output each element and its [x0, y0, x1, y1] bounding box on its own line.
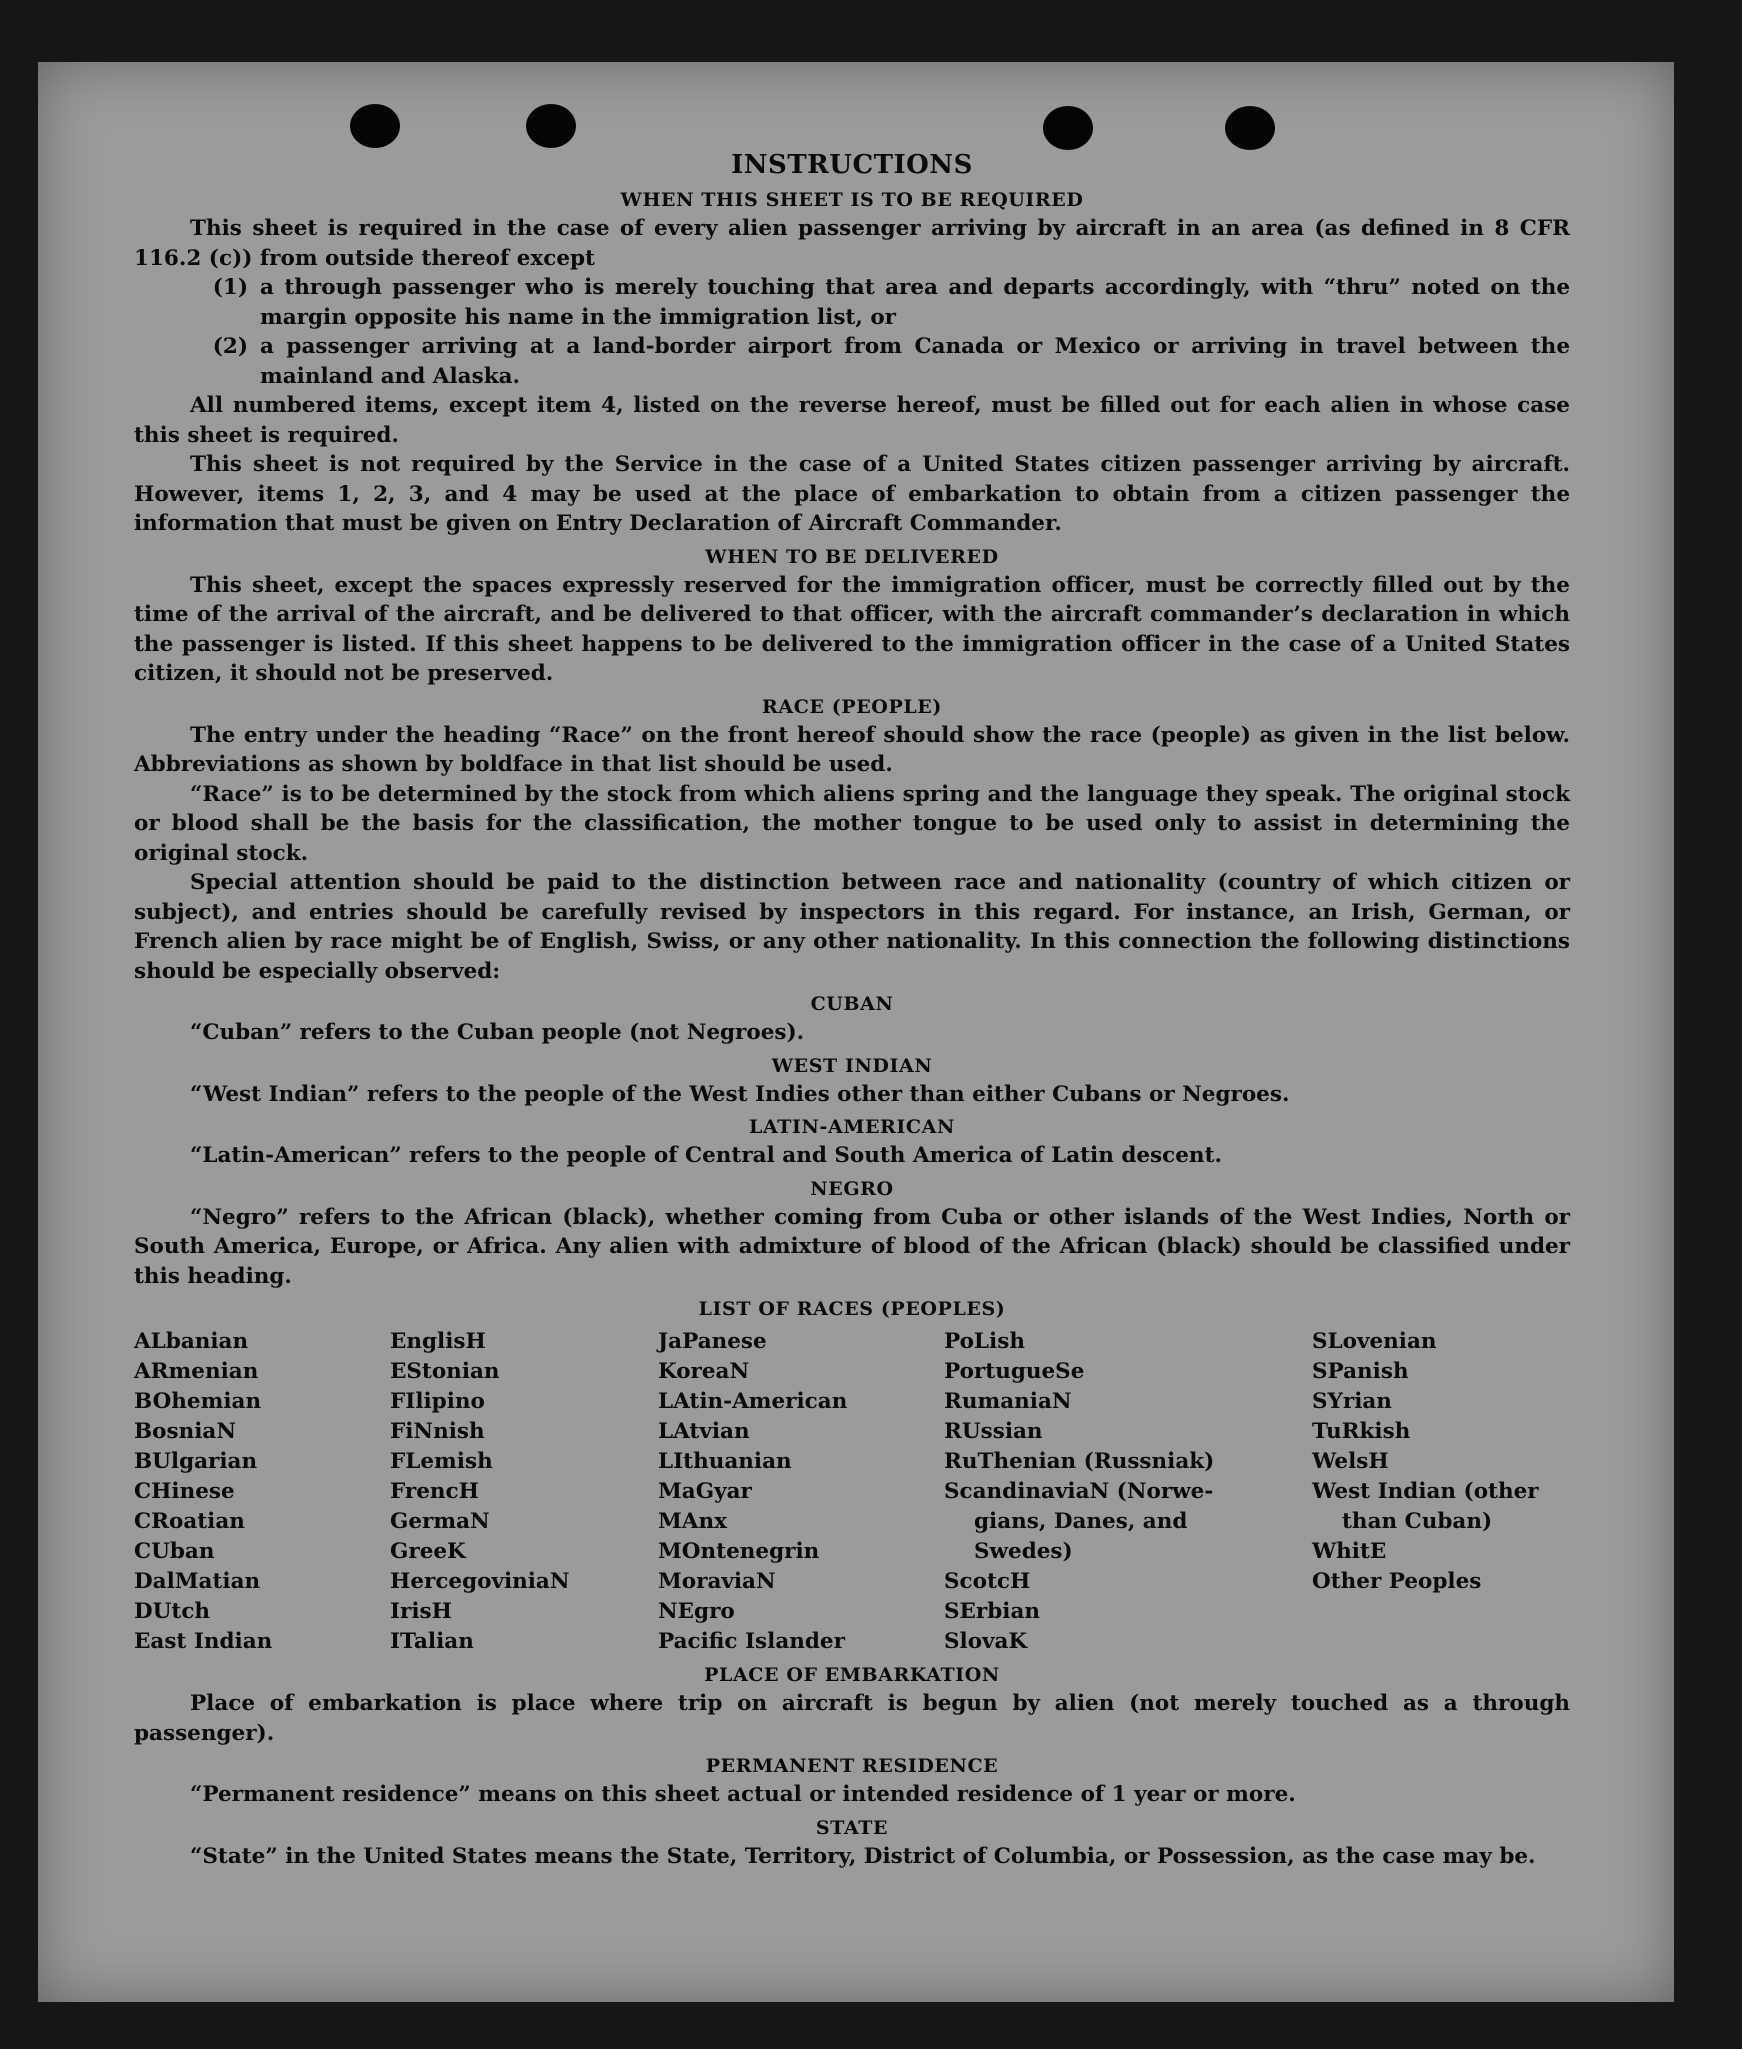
race-entry: ARmenian [134, 1359, 259, 1384]
race-entry: SPanish [1312, 1359, 1409, 1384]
embarkation-paragraph: Place of embarkation is place where trip on aircraft is begun by alien (not merely touched as a through passenger). [134, 1691, 1570, 1746]
race-entry: RumaniaN [944, 1389, 1072, 1414]
punch-hole [526, 104, 576, 148]
race-entry: KoreaN [658, 1359, 750, 1384]
latin-american-paragraph: “Latin-American” refers to the people of Central and South America of Latin descent. [190, 1143, 1222, 1168]
race-entry: RuThenian (Russniak) [944, 1449, 1215, 1474]
race-entry: GermaN [390, 1509, 490, 1534]
race-entry: DUtch [134, 1599, 211, 1624]
race-entry-continuation: gians, Danes, and [974, 1509, 1188, 1534]
race-entry: CRoatian [134, 1509, 245, 1534]
races-column [944, 1327, 1312, 1657]
race-entry: RUssian [944, 1419, 1043, 1444]
section-heading-races-list: LIST OF RACES (PEOPLES) [698, 1298, 1006, 1320]
race-entry: DalMatian [134, 1569, 261, 1594]
race-paragraph: Special attention should be paid to the distinction between race and nationality (country of which citizen or subject), and entries should be carefully revised by inspectors in this regard. For instance, an Irish, German, or French alien by race might be of English, Swiss, or any other nationality. In this connection the following distinctions should be especially observed: [134, 870, 1570, 984]
delivered-paragraph: This sheet, except the spaces expressly reserved for the immigration officer, must be correctly filled out by the time of the arrival of the aircraft, and be delivered to that officer, with the aircraft commander’s declaration in which the passenger is listed. If this sheet happens to be delivered to the immigration officer in the case of a United States citizen, it should not be preserved. [134, 572, 1570, 686]
race-entry: ITalian [390, 1629, 474, 1654]
race-entry: WelsH [1312, 1449, 1389, 1474]
punch-hole [350, 104, 400, 148]
race-entry: MaGyar [658, 1479, 752, 1504]
instructions-content [134, 148, 1570, 1871]
race-entry: MAnx [658, 1509, 727, 1534]
race-entry: JaPanese [658, 1329, 767, 1354]
race-entry: NEgro [658, 1599, 735, 1624]
races-column [390, 1327, 658, 1657]
item-number: (2) [212, 334, 248, 359]
section-heading-state: STATE [815, 1816, 889, 1839]
page-title: INSTRUCTIONS [731, 150, 973, 180]
cuban-paragraph: “Cuban” refers to the Cuban people (not Negroes). [190, 1020, 805, 1045]
item-text: a passenger arriving at a land-border airport from Canada or Mexico or arriving in travel between the mainland and Alaska. [260, 334, 1570, 389]
race-entry: FiNnish [390, 1419, 485, 1444]
race-entry: SLovenian [1312, 1329, 1437, 1354]
race-entry: SErbian [944, 1599, 1041, 1624]
negro-paragraph: “Negro” refers to the African (black), whether coming from Cuba or other islands of the West Indies, North or South America, Europe, or Africa. Any alien with admixture of blood of the African (black) should be classified under this heading. [134, 1204, 1570, 1289]
race-entry: East Indian [134, 1629, 273, 1654]
west-indian-paragraph: “West Indian” refers to the people of the West Indies other than either Cubans or Negroes. [190, 1081, 1290, 1107]
race-entry: GreeK [390, 1539, 466, 1564]
residence-paragraph: “Permanent residence” means on this sheet actual or intended residence of 1 year or more. [190, 1782, 1296, 1807]
race-entry: SYrian [1312, 1389, 1392, 1414]
race-entry: WhitE [1312, 1539, 1387, 1564]
race-entry: SlovaK [944, 1629, 1028, 1654]
race-entry: TuRkish [1312, 1419, 1411, 1444]
section-heading-residence: PERMANENT RESIDENCE [705, 1755, 999, 1777]
race-entry: West Indian (other [1312, 1479, 1539, 1504]
race-entry: LAtvian [658, 1419, 750, 1444]
race-entry: CHinese [134, 1479, 235, 1504]
section-heading-race: RACE (PEOPLE) [762, 695, 942, 718]
section-heading-delivered: WHEN TO BE DELIVERED [705, 545, 999, 568]
race-paragraph: “Race” is to be determined by the stock from which aliens spring and the language they speak. The original stock or blood shall be the basis for the classification, the mother tongue to be used only to assist in determining the original stock. [134, 781, 1570, 866]
race-entry: BOhemian [134, 1389, 262, 1414]
race-entry: Pacific Islander [658, 1629, 845, 1654]
race-entry: MOntenegrin [658, 1539, 820, 1564]
required-intro: This sheet is required in the case of every alien passenger arriving by aircraft in an area (as defined in 8 CFR 116.2 (c)) from outside thereof except [134, 216, 1570, 271]
punch-hole [1043, 106, 1093, 150]
item-text: a through passenger who is merely touching that area and departs accordingly, with “thru” noted on the margin opposite his name in the immigration list, or [260, 275, 1570, 330]
race-entry: BosniaN [134, 1419, 236, 1444]
race-entry: Other Peoples [1312, 1569, 1482, 1594]
race-entry: MoraviaN [658, 1569, 776, 1594]
required-paragraph: All numbered items, except item 4, listed on the reverse hereof, must be filled out for each alien in whose case this sheet is required. [134, 393, 1570, 448]
section-heading-west-indian: WEST INDIAN [771, 1054, 933, 1077]
state-paragraph: “State” in the United States means the State, Territory, District of Columbia, or Possession, as the case may be. [190, 1843, 1536, 1869]
exception-item [134, 273, 1570, 332]
race-entry: HercegoviniaN [390, 1569, 570, 1594]
race-entry: LAtin-American [658, 1389, 848, 1414]
section-heading-required: WHEN THIS SHEET IS TO BE REQUIRED [620, 189, 1084, 211]
section-heading-embarkation: PLACE OF EMBARKATION [704, 1664, 1000, 1686]
race-entry: FrencH [390, 1479, 479, 1504]
race-entry: ScotcH [944, 1569, 1031, 1594]
races-column [1312, 1327, 1570, 1657]
race-entry: BUlgarian [134, 1449, 258, 1474]
race-entry: ALbanian [134, 1329, 249, 1354]
section-heading-latin-american: LATIN-AMERICAN [749, 1116, 955, 1138]
section-heading-cuban: CUBAN [810, 993, 894, 1015]
document-page [38, 62, 1674, 2002]
race-entry: EnglisH [390, 1329, 486, 1354]
race-entry-continuation: than Cuban) [1342, 1509, 1493, 1534]
races-list [134, 1327, 1570, 1657]
race-entry: LIthuanian [658, 1449, 792, 1474]
exception-item [134, 332, 1570, 391]
races-column [658, 1327, 944, 1657]
section-heading-negro: NEGRO [810, 1177, 894, 1200]
race-entry: PortugueSe [944, 1359, 1085, 1384]
required-paragraph: This sheet is not required by the Service in the case of a United States citizen passenger arriving by aircraft. However, items 1, 2, 3, and 4 may be used at the place of embarkation to obtain from a citizen passenger the information that must be given on Entry Declaration of Aircraft Commander. [134, 452, 1570, 536]
race-entry: FLemish [390, 1449, 493, 1474]
race-entry: FIlipino [390, 1389, 485, 1414]
race-entry: IrisH [390, 1599, 452, 1624]
race-entry: ScandinaviaN (Norwe- [944, 1479, 1214, 1504]
item-number: (1) [212, 275, 248, 300]
race-entry-continuation: Swedes) [974, 1539, 1073, 1564]
race-paragraph: The entry under the heading “Race” on the front hereof should show the race (people) as given in the list below. Abbreviations as shown by boldface in that list should be used. [134, 722, 1570, 777]
races-column [134, 1327, 390, 1657]
race-entry: EStonian [390, 1359, 500, 1384]
race-entry: PoLish [944, 1329, 1025, 1354]
punch-hole [1225, 106, 1275, 150]
race-entry: CUban [134, 1539, 215, 1564]
